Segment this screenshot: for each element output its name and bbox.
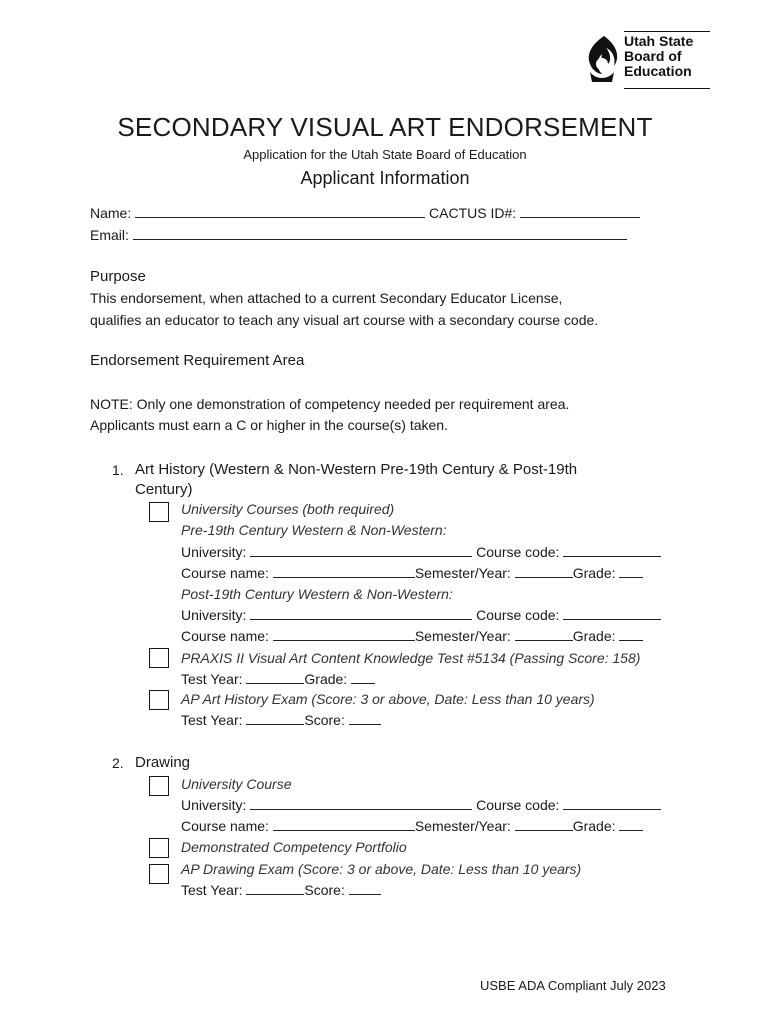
course-code-label: Course code: [476, 544, 560, 560]
name-label: Name: [90, 205, 132, 221]
score-field[interactable] [349, 880, 381, 895]
course-name-label: Course name: [181, 628, 269, 644]
item1-post19-label: Post-19th Century Western & Non-Western: [181, 586, 453, 602]
course-code-label: Course code: [476, 797, 560, 813]
course-code-field[interactable] [563, 795, 661, 810]
logo-rule-bottom [624, 88, 710, 89]
course-code-field[interactable] [563, 542, 661, 557]
semester-year-label: Semester/Year: [414, 565, 511, 581]
item1-pre19-label: Pre-19th Century Western & Non-Western: [181, 522, 447, 538]
item2-ap-row [181, 880, 381, 900]
test-year-label: Test Year: [181, 882, 243, 898]
item1-ap-row [181, 710, 381, 730]
semester-year-field[interactable] [515, 816, 573, 831]
footer-compliance-text: USBE ADA Compliant July 2023 [480, 978, 666, 993]
cactus-id-label: CACTUS ID#: [429, 205, 517, 221]
university-label: University: [181, 607, 247, 623]
score-field[interactable] [349, 710, 381, 725]
university-field[interactable] [250, 542, 472, 557]
semester-year-label: Semester/Year: [414, 628, 511, 644]
item2-ap-checkbox[interactable] [149, 864, 169, 884]
item2-university-row [181, 795, 661, 815]
email-label: Email: [90, 227, 129, 243]
grade-label: Grade: [572, 628, 616, 644]
cactus-id-field[interactable] [520, 203, 640, 218]
item1-title-line1: Art History (Western & Non-Western Pre-19th Century & Post-19th [135, 461, 578, 478]
semester-year-field[interactable] [515, 563, 573, 578]
grade-field[interactable] [619, 626, 643, 641]
item1-opt2-label: PRAXIS II Visual Art Content Knowledge Test #5134 (Passing Score: 158) [181, 650, 641, 666]
university-label: University: [181, 544, 247, 560]
grade-label: Grade: [572, 818, 616, 834]
item1-ap-checkbox[interactable] [149, 690, 169, 710]
test-year-field[interactable] [246, 880, 304, 895]
note-line2: Applicants must earn a C or higher in the course(s) taken. [90, 417, 448, 433]
test-year-label: Test Year: [181, 712, 243, 728]
test-year-label: Test Year: [181, 671, 243, 687]
course-name-field[interactable] [273, 563, 415, 578]
university-field[interactable] [250, 605, 472, 620]
usbe-logo [582, 30, 712, 92]
university-label: University: [181, 797, 247, 813]
note-line1: NOTE: Only one demonstration of competency needed per requirement area. [90, 396, 570, 412]
item2-opt1-label: University Course [181, 776, 292, 792]
item2-portfolio-checkbox[interactable] [149, 838, 169, 858]
course-name-label: Course name: [181, 565, 269, 581]
grade-field[interactable] [351, 669, 375, 684]
semester-year-field[interactable] [515, 626, 573, 641]
semester-year-label: Semester/Year: [414, 818, 511, 834]
logo-wordmark: Utah State Board of Education [624, 33, 694, 79]
email-field[interactable] [133, 225, 627, 240]
item1-post19-course-row [181, 626, 643, 646]
item1-number: 1. [112, 462, 124, 478]
grade-field[interactable] [619, 816, 643, 831]
course-code-label: Course code: [476, 607, 560, 623]
item1-university-checkbox[interactable] [149, 502, 169, 522]
email-row [90, 225, 627, 245]
name-field[interactable] [135, 203, 425, 218]
university-field[interactable] [250, 795, 472, 810]
test-year-field[interactable] [246, 710, 304, 725]
purpose-heading: Purpose [90, 268, 146, 285]
course-name-field[interactable] [273, 626, 415, 641]
item1-pre19-university-row [181, 542, 661, 562]
score-label: Score: [304, 712, 345, 728]
item2-title: Drawing [135, 754, 191, 771]
item1-pre19-course-row [181, 563, 643, 583]
item2-university-checkbox[interactable] [149, 776, 169, 796]
page-title: SECONDARY VISUAL ART ENDORSEMENT [117, 112, 653, 142]
applicant-info-heading: Applicant Information [300, 168, 470, 188]
item2-number: 2. [112, 755, 124, 771]
test-year-field[interactable] [246, 669, 304, 684]
grade-label: Grade: [572, 565, 616, 581]
course-code-field[interactable] [563, 605, 661, 620]
item2-opt2-label: Demonstrated Competency Portfolio [181, 839, 407, 855]
name-row [90, 203, 640, 223]
course-name-field[interactable] [273, 816, 415, 831]
item1-post19-university-row [181, 605, 661, 625]
item2-course-row [181, 816, 643, 836]
item1-title-line2: Century) [135, 481, 193, 498]
requirements-heading: Endorsement Requirement Area [90, 352, 305, 369]
logo-rule-top [624, 31, 710, 32]
item1-opt1-label: University Courses (both required) [181, 501, 395, 517]
score-label: Score: [304, 882, 345, 898]
item1-praxis-row [181, 669, 375, 689]
torch-flame-icon [582, 34, 620, 84]
grade-label: Grade: [304, 671, 348, 687]
course-name-label: Course name: [181, 818, 269, 834]
grade-field[interactable] [619, 563, 643, 578]
purpose-text-line2: qualifies an educator to teach any visual art course with a secondary course code. [90, 312, 599, 328]
item1-opt3-label: AP Art History Exam (Score: 3 or above, Date: Less than 10 years) [181, 691, 595, 707]
purpose-text-line1: This endorsement, when attached to a current Secondary Educator License, [90, 290, 563, 306]
item1-praxis-checkbox[interactable] [149, 648, 169, 668]
item2-opt3-label: AP Drawing Exam (Score: 3 or above, Date: Less than 10 years) [181, 861, 582, 877]
page-subtitle: Application for the Utah State Board of Education [243, 147, 527, 162]
